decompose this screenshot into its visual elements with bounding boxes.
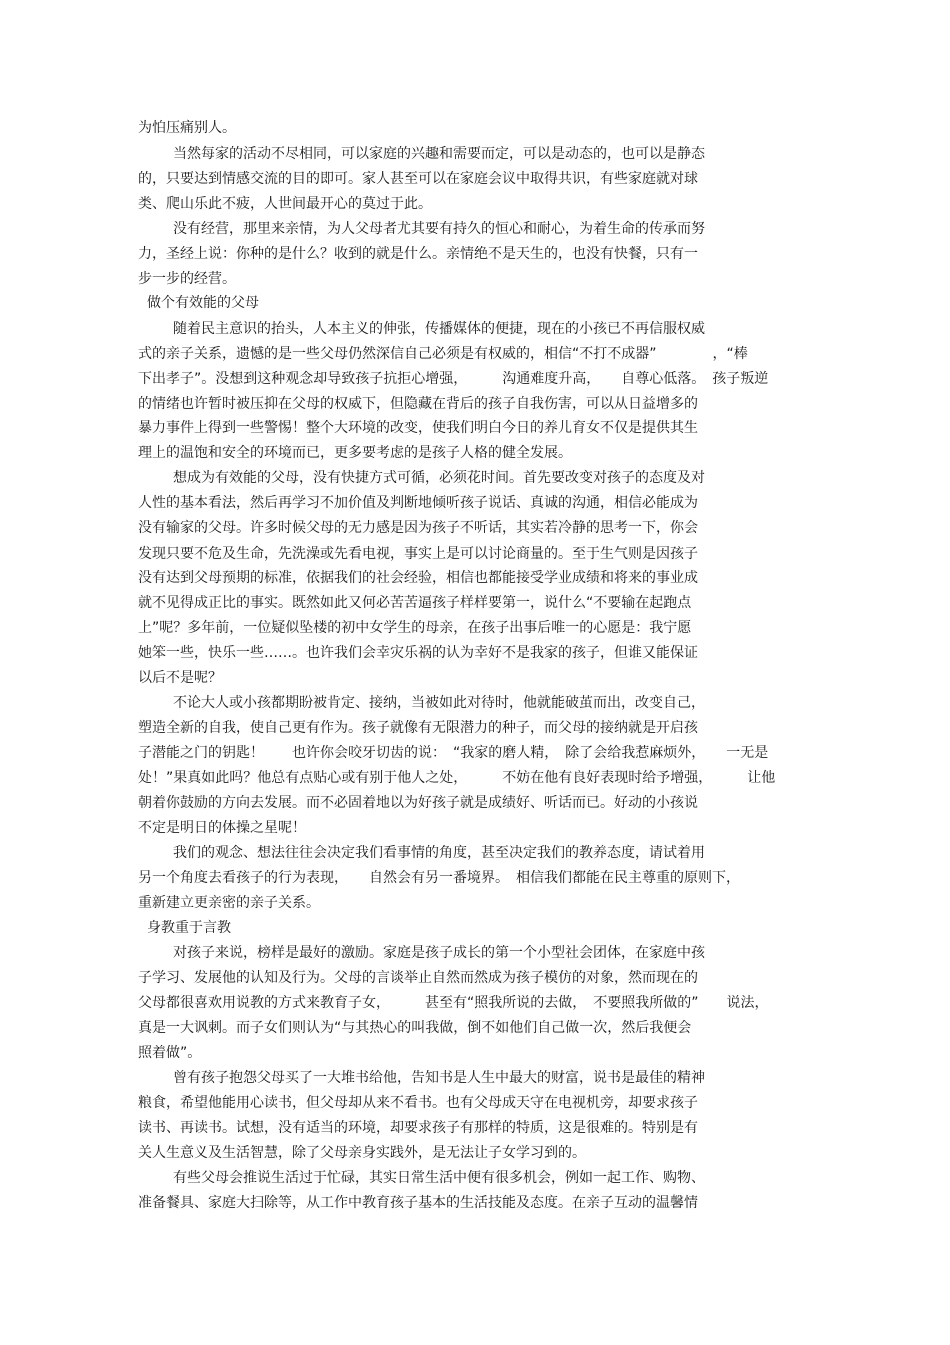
text-line: 父母都很喜欢用说教的方式来教育子女， 甚至有“照我所说的去做， 不要照我所做的” 说法， bbox=[138, 995, 769, 1011]
text-line: 照着做”。 bbox=[138, 1045, 202, 1061]
text-line: 暴力事件上得到一些警惕！整个大环境的改变，使我们明白今日的养儿育女不仅是提供其生 bbox=[138, 420, 698, 436]
text-line: 塑造全新的自我，使自己更有作为。孩子就像有无限潜力的种子，而父母的接纳就是开启孩 bbox=[138, 720, 698, 736]
text-line: 没有达到父母预期的标准，依据我们的社会经验，相信也都能接受学业成绩和将来的事业成 bbox=[138, 570, 698, 586]
section-heading: 做个有效能的父母 bbox=[147, 295, 259, 311]
text-line: 当然每家的活动不尽相同，可以家庭的兴趣和需要而定，可以是动态的，也可以是静态 bbox=[173, 146, 705, 162]
text-line: 曾有孩子抱怨父母买了一大堆书给他，告知书是人生中最大的财富，说书是最佳的精神 bbox=[173, 1070, 705, 1086]
text-line: 另一个角度去看孩子的行为表现， 自然会有另一番境界。 相信我们都能在民主尊重的原则下， bbox=[138, 870, 740, 886]
text-line: 随着民主意识的抬头，人本主义的伸张，传播媒体的便捷，现在的小孩已不再信服权威 bbox=[173, 321, 705, 337]
text-line: 式的亲子关系，遗憾的是一些父母仍然深信自己必须是有权威的，相信“不打不成器” ，“棒 bbox=[138, 346, 748, 362]
section-heading: 身教重于言教 bbox=[147, 920, 231, 936]
text-line: 的情绪也许暂时被压抑在父母的权威下，但隐藏在背后的孩子自我伤害，可以从日益增多的 bbox=[138, 396, 698, 412]
text-line: 子学习、发展他的认知及行为。父母的言谈举止自然而然成为孩子模仿的对象，然而现在的 bbox=[138, 970, 698, 986]
text-line: 重新建立更亲密的亲子关系。 bbox=[138, 895, 320, 911]
text-line: 子潜能之门的钥匙！ 也许你会咬牙切齿的说： “我家的磨人精， 除了会给我惹麻烦外， 一无是 bbox=[138, 745, 769, 761]
text-line: 真是一大讽刺。而子女们则认为“与其热心的叫我做，倒不如他们自己做一次，然后我便会 bbox=[138, 1020, 692, 1036]
text-line: 想成为有效能的父母，没有快捷方式可循，必须花时间。首先要改变对孩子的态度及对 bbox=[173, 470, 705, 486]
text-line: 朝着你鼓励的方向去发展。而不必固着地以为好孩子就是成绩好、听话而已。好动的小孩说 bbox=[138, 795, 698, 811]
text-line: 对孩子来说，榜样是最好的激励。家庭是孩子成长的第一个小型社会团体，在家庭中孩 bbox=[173, 945, 705, 961]
text-line: 以后不是呢？ bbox=[138, 670, 222, 686]
text-line: 的，只要达到情感交流的目的即可。家人甚至可以在家庭会议中取得共识，有些家庭就对球 bbox=[138, 171, 698, 187]
text-line: 就不见得成正比的事实。既然如此又何必苦苦逼孩子样样要第一，说什么“不要输在起跑点 bbox=[138, 595, 692, 611]
text-line: 上”呢？多年前，一位疑似坠楼的初中女学生的母亲，在孩子出事后唯一的心愿是：我宁愿 bbox=[138, 620, 692, 636]
text-line: 发现只要不危及生命，先洗澡或先看电视，事实上是可以讨论商量的。至于生气则是因孩子 bbox=[138, 546, 698, 562]
text-line: 我们的观念、想法往往会决定我们看事情的角度，甚至决定我们的教养态度，请试着用 bbox=[173, 845, 705, 861]
text-line: 步一步的经营。 bbox=[138, 271, 236, 287]
text-line: 她笨一些，快乐一些……。也许我们会幸灾乐祸的认为幸好不是我家的孩子，但谁又能保证 bbox=[138, 645, 698, 661]
text-line: 读书、再读书。试想，没有适当的环境，却要求孩子有那样的特质，这是很难的。特别是有 bbox=[138, 1120, 698, 1136]
text-line: 粮食，希望他能用心读书，但父母却从来不看书。也有父母成天守在电视机旁，却要求孩子 bbox=[138, 1095, 698, 1111]
text-line: 理上的温饱和安全的环境而已，更多要考虑的是孩子人格的健全发展。 bbox=[138, 445, 572, 461]
text-line: 关人生意义及生活智慧，除了父母亲身实践外，是无法让子女学习到的。 bbox=[138, 1145, 586, 1161]
text-line: 有些父母会推说生活过于忙碌，其实日常生活中便有很多机会，例如一起工作、购物、 bbox=[173, 1170, 705, 1186]
text-line: 不定是明日的体操之星呢！ bbox=[138, 820, 306, 836]
text-line: 下出孝子”。没想到这种观念却导致孩子抗拒心增强， 沟通难度升高， 自尊心低落。 孩子叛逆 bbox=[138, 371, 769, 387]
text-line: 没有输家的父母。许多时候父母的无力感是因为孩子不听话，其实若冷静的思考一下，你会 bbox=[138, 520, 698, 536]
text-line: 准备餐具、家庭大扫除等，从工作中教育孩子基本的生活技能及态度。在亲子互动的温馨情 bbox=[138, 1195, 698, 1211]
text-line: 力，圣经上说：你种的是什么？收到的就是什么。亲情绝不是天生的，也没有快餐，只有一 bbox=[138, 246, 698, 262]
text-line: 没有经营，那里来亲情，为人父母者尤其要有持久的恒心和耐心，为着生命的传承而努 bbox=[173, 221, 705, 237]
text-line: 不论大人或小孩都期盼被肯定、接纳，当被如此对待时，他就能破茧而出，改变自己， bbox=[173, 695, 705, 711]
text-line: 人性的基本看法，然后再学习不加价值及判断地倾听孩子说话、真诚的沟通，相信必能成为 bbox=[138, 495, 698, 511]
text-line: 类、爬山乐此不疲，人世间最开心的莫过于此。 bbox=[138, 196, 432, 212]
text-line: 为怕压痛别人。 bbox=[138, 120, 236, 136]
text-line: 处！”果真如此吗？他总有点贴心或有别于他人之处， 不妨在他有良好表现时给予增强， 让他 bbox=[138, 770, 776, 786]
